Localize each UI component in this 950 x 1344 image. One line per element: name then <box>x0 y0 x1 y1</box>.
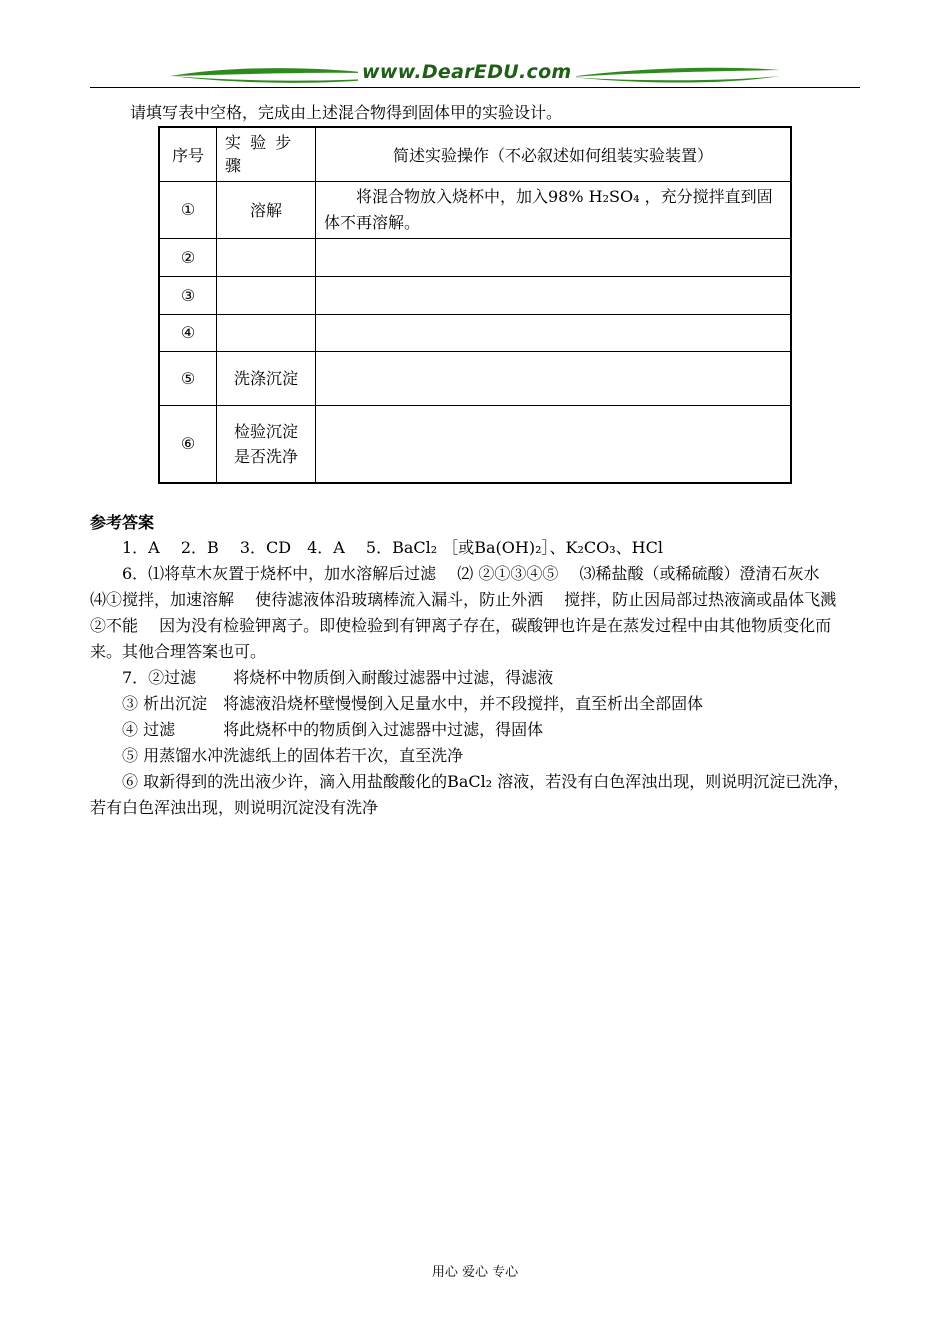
header-step: 实 验 步 骤 <box>217 127 316 181</box>
page-header <box>90 58 860 92</box>
row-step <box>217 238 316 276</box>
table-header-row <box>159 127 791 181</box>
answer-line: ⑥ 取新得到的洗出液少许，滴入用盐酸酸化的BaCl₂ 溶液，若没有白色浑浊出现，则说明沉淀已洗净，若有白色浑浊出现，则说明沉淀没有洗净 <box>90 772 850 817</box>
row-number: ② <box>159 238 217 276</box>
row-step: 洗涤沉淀 <box>217 351 316 405</box>
row-number: ④ <box>159 314 217 351</box>
row-step: 溶解 <box>217 181 316 238</box>
row-step: 检验沉淀是否洗净 <box>217 405 316 483</box>
row-operation <box>316 276 792 314</box>
header-operation: 简述实验操作（不必叙述如何组装实验装置） <box>316 127 792 181</box>
answers-heading: 参考答案 <box>90 513 155 532</box>
row-step <box>217 314 316 351</box>
answer-line: 1．A 2．B 3．CD 4．A 5．BaCl₂ ［或Ba(OH)₂］、K₂CO₃、HCl <box>122 538 663 557</box>
header-number: 序号 <box>159 127 217 181</box>
intro-instruction: 请填写表中空格，完成由上述混合物得到固体甲的实验设计。 <box>130 103 563 122</box>
row-number: ① <box>159 181 217 238</box>
row-number: ⑤ <box>159 351 217 405</box>
table-row <box>159 276 791 314</box>
row-number: ⑥ <box>159 405 217 483</box>
header-rule <box>90 87 860 88</box>
row-operation: 将混合物放入烧杯中，加入98% H₂SO₄ ，充分搅拌直到固体不再溶解。 <box>316 181 792 238</box>
experiment-steps-table <box>158 126 792 484</box>
table-row <box>159 405 791 483</box>
answer-line: 6．⑴将草木灰置于烧杯中，加水溶解后过滤 ⑵ ②①③④⑤ ⑶稀盐酸（或稀硫酸）澄清石灰水 ⑷①搅拌，加速溶解 使待滤液体沿玻璃棒流入漏斗，防止外洒 搅拌，防止因局部过热液滴或晶体飞溅 ②不能 因为没有检验钾离子。即使检验到有钾离子存在，碳酸钾也许是在蒸发过程中由其他物质变化而来。其他合理答案也可。 <box>90 564 853 661</box>
answer-line: ⑤ 用蒸馏水冲洗滤纸上的固体若干次，直至洗净 <box>122 746 464 765</box>
row-operation <box>316 238 792 276</box>
row-step <box>217 276 316 314</box>
row-operation <box>316 351 792 405</box>
answer-line: ④ 过滤 将此烧杯中的物质倒入过滤器中过滤，得固体 <box>122 720 544 739</box>
row-operation <box>316 314 792 351</box>
table-row <box>159 238 791 276</box>
table-row <box>159 314 791 351</box>
site-logo-text: www.DearEDU.com <box>358 61 576 83</box>
table-row <box>159 351 791 405</box>
table-row <box>159 181 791 238</box>
answers-body <box>90 535 862 821</box>
answer-line: 7．②过滤 将烧杯中物质倒入耐酸过滤器中过滤，得滤液 <box>122 668 554 687</box>
row-operation <box>316 405 792 483</box>
answer-line: ③ 析出沉淀 将滤液沿烧杯壁慢慢倒入足量水中，并不段搅拌，直至析出全部固体 <box>122 694 704 713</box>
row-number: ③ <box>159 276 217 314</box>
page-footer: 用心 爱心 专心 <box>431 1265 519 1280</box>
